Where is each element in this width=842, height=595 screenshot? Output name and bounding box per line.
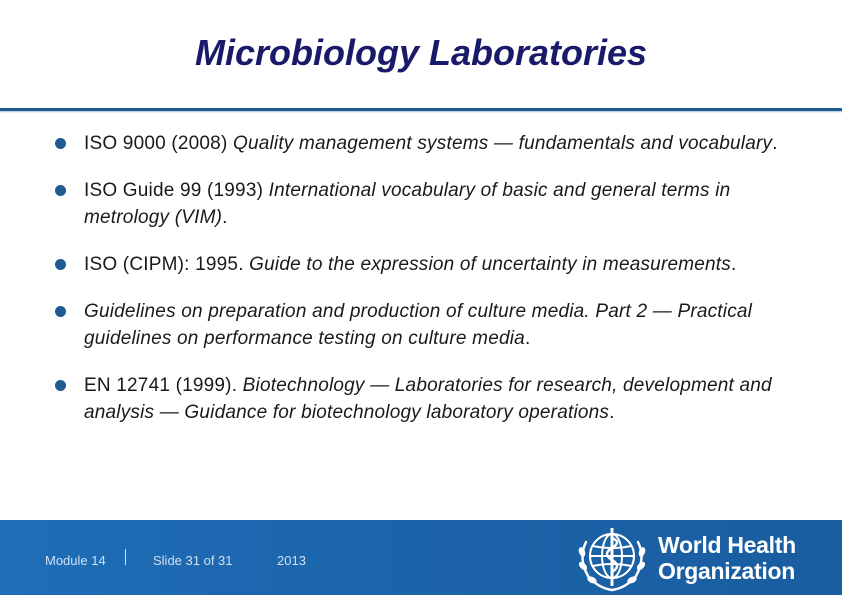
slide-counter: Slide 31 of 31 bbox=[153, 553, 233, 568]
module-label: Module 14 bbox=[45, 553, 106, 568]
bullet-icon bbox=[55, 306, 66, 317]
who-wordmark bbox=[658, 532, 796, 584]
list-item bbox=[55, 251, 795, 278]
footer-separator bbox=[125, 549, 126, 565]
bullet-icon bbox=[55, 380, 66, 391]
reference-title: Biotechnology — Laboratories for research, development and analysis — Guidance for biotechnology laboratory operations bbox=[84, 375, 772, 423]
reference-suffix: . bbox=[772, 133, 778, 154]
reference-list bbox=[55, 130, 795, 426]
reference-title: International vocabulary of basic and general terms in metrology (VIM) bbox=[84, 180, 731, 228]
list-item bbox=[55, 177, 795, 231]
slide-title: Microbiology Laboratories bbox=[194, 32, 648, 73]
reference-text: EN 12741 (1999). bbox=[84, 375, 243, 396]
title-divider-shadow bbox=[0, 111, 842, 113]
bullet-icon bbox=[55, 185, 66, 196]
reference-suffix: . bbox=[222, 207, 228, 228]
bullet-icon bbox=[55, 138, 66, 149]
reference-title: Guide to the expression of uncertainty in measurements bbox=[249, 254, 731, 275]
reference-suffix: . bbox=[731, 254, 737, 275]
reference-title: Guidelines on preparation and production of culture media. Part 2 — Practical guidelines on performance testing on culture media bbox=[84, 301, 753, 349]
reference-suffix: . bbox=[524, 328, 531, 349]
org-name-line2: Organization bbox=[658, 558, 795, 584]
reference-text: ISO 9000 (2008) bbox=[84, 133, 233, 154]
bullet-icon bbox=[55, 259, 66, 270]
reference-text: ISO Guide 99 (1993) bbox=[84, 180, 269, 201]
reference-title: Quality management systems — fundamentals and vocabulary bbox=[232, 133, 773, 154]
list-item bbox=[55, 130, 795, 157]
list-item bbox=[55, 372, 795, 426]
footer-year: 2013 bbox=[277, 553, 306, 568]
list-item bbox=[55, 298, 795, 352]
reference-suffix: . bbox=[609, 402, 615, 423]
reference-text: ISO (CIPM): 1995. bbox=[84, 254, 250, 275]
org-name-line1: World Health bbox=[658, 532, 796, 558]
who-emblem-icon bbox=[572, 524, 652, 594]
